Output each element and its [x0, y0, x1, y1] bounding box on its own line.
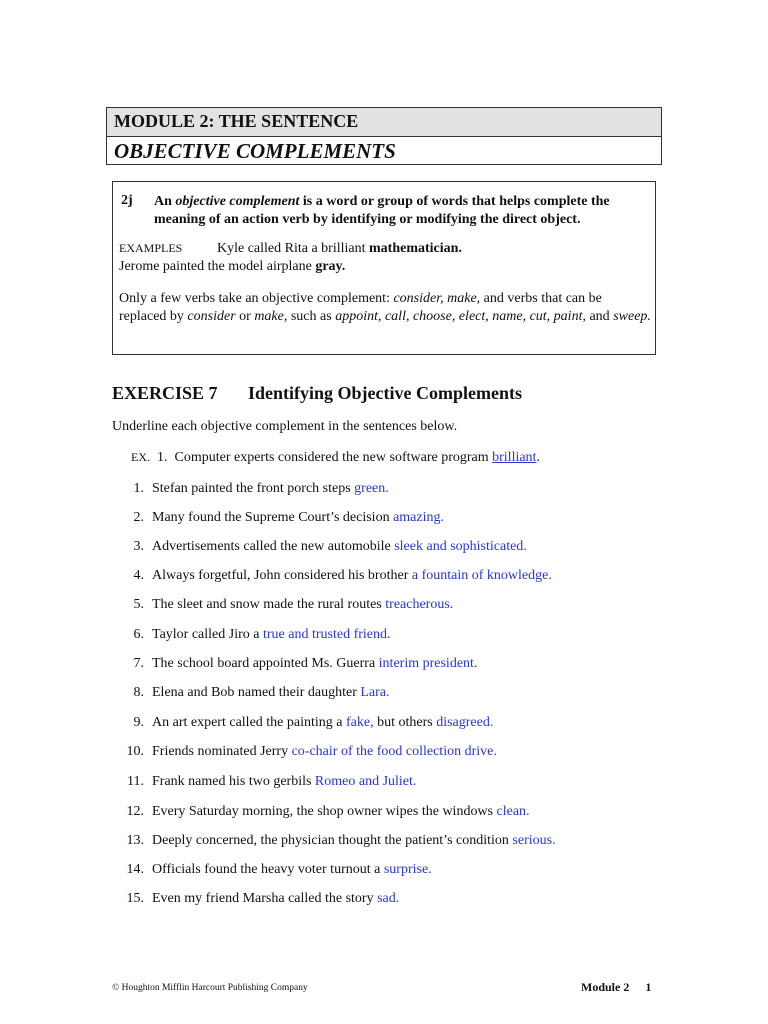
exercise-title: Identifying Objective Complements	[248, 383, 522, 403]
item-text: Every Saturday morning, the shop owner wipes the windows	[152, 804, 497, 819]
item-number: 3.	[133, 539, 144, 554]
item-answer: co-chair of the food collection drive.	[291, 744, 497, 759]
note-verb: make	[254, 309, 284, 324]
list-item	[112, 891, 632, 907]
item-text: Officials found the heavy voter turnout a	[152, 862, 384, 877]
item-text: but others	[373, 715, 437, 730]
item-answer: disagreed.	[436, 715, 494, 730]
item-answer: treacherous.	[385, 597, 454, 612]
example-text: Kyle called Rita a brilliant	[217, 241, 370, 256]
item-text: Elena and Bob named their daughter	[152, 685, 361, 700]
list-item	[112, 833, 632, 849]
item-number: 13.	[126, 833, 144, 848]
example-sentence-1	[217, 241, 462, 257]
note-verb: consider	[187, 309, 236, 324]
item-number: 1.	[133, 481, 144, 496]
page-number: 1	[645, 980, 652, 994]
rule-term: objective complement	[175, 194, 300, 209]
note-text: Only a few verbs take an objective complement:	[119, 291, 394, 306]
item-answer: surprise.	[383, 862, 432, 877]
item-number: 6.	[133, 627, 144, 642]
note-verb: sweep.	[613, 309, 651, 324]
item-text: Advertisements called the new automobile	[152, 539, 395, 554]
item-number: 15.	[126, 891, 144, 906]
example-tag: EX.	[131, 450, 150, 464]
item-answer: amazing.	[393, 510, 444, 525]
item-number: 2.	[133, 510, 144, 525]
list-item	[112, 481, 632, 497]
item-text: The school board appointed Ms. Guerra	[152, 656, 379, 671]
footer-module: Module 2	[581, 980, 630, 994]
list-item	[112, 510, 632, 526]
item-text: Many found the Supreme Court’s decision	[152, 510, 394, 525]
item-number: 10.	[126, 744, 144, 759]
rule-definition	[154, 193, 651, 229]
item-answer: serious.	[512, 833, 556, 848]
list-item	[112, 804, 632, 820]
item-text: Even my friend Marsha called the story	[152, 891, 378, 906]
item-text: Always forgetful, John considered his brother	[152, 568, 412, 583]
list-item	[112, 597, 632, 613]
exercise-number: EXERCISE 7	[112, 383, 218, 403]
list-item	[112, 862, 632, 878]
rule-number: 2j	[121, 193, 133, 208]
topic-title: OBJECTIVE COMPLEMENTS	[114, 139, 396, 163]
list-item	[112, 774, 632, 790]
item-text: Stefan painted the front porch steps	[152, 481, 355, 496]
example-number: 1.	[157, 450, 168, 465]
note-text: , and verbs that can be replaced by	[119, 291, 602, 324]
list-item	[112, 715, 632, 731]
verbs-note	[119, 290, 651, 326]
item-text: Frank named his two gerbils	[152, 774, 315, 789]
item-answer: interim president.	[378, 656, 478, 671]
note-text: or	[235, 309, 255, 324]
note-verbs: appoint, call, choose, elect, name, cut, paint	[335, 309, 583, 324]
example-text: Jerome painted the model airplane	[119, 259, 316, 274]
item-answer: sleek and sophisticated.	[394, 539, 527, 554]
list-item	[112, 656, 632, 672]
item-number: 7.	[133, 656, 144, 671]
item-number: 14.	[126, 862, 144, 877]
example-complement: mathematician.	[369, 241, 462, 256]
item-text: An art expert called the painting a	[152, 715, 346, 730]
example-answer: brilliant	[492, 450, 537, 465]
copyright: © Houghton Mifflin Harcourt Publishing Company	[112, 983, 308, 993]
item-answer: Romeo and Juliet.	[314, 774, 417, 789]
item-answer: clean.	[496, 804, 530, 819]
item-text: The sleet and snow made the rural routes	[152, 597, 386, 612]
item-text: Taylor called Jiro a	[152, 627, 263, 642]
item-number: 8.	[133, 685, 144, 700]
exercise-heading	[112, 383, 522, 404]
item-text: Deeply concerned, the physician thought the patient’s condition	[152, 833, 513, 848]
example-complement: gray.	[315, 259, 346, 274]
item-number: 12.	[126, 804, 144, 819]
example-sentence-2	[119, 259, 345, 275]
list-item	[112, 627, 632, 643]
item-answer: green.	[354, 481, 389, 496]
item-answer: Lara.	[360, 685, 390, 700]
rule-text-part: is a word or group of words that helps complete the meaning of an action verb by identifying or modifying the direct object.	[154, 194, 610, 227]
item-answer: a fountain of knowledge.	[411, 568, 552, 583]
item-number: 5.	[133, 597, 144, 612]
note-verbs: consider, make	[393, 291, 477, 306]
item-answer: sad.	[377, 891, 400, 906]
item-text: Friends nominated Jerry	[152, 744, 292, 759]
module-title: MODULE 2: THE SENTENCE	[107, 108, 661, 137]
item-answer: fake,	[345, 715, 374, 730]
rule-text-part: An	[154, 194, 176, 209]
exercise-example	[131, 450, 540, 466]
note-text: , and	[582, 309, 614, 324]
item-number: 4.	[133, 568, 144, 583]
rule-box	[112, 181, 656, 355]
module-header	[106, 107, 662, 165]
example-end: .	[536, 450, 540, 465]
example-line-1	[119, 241, 462, 257]
item-number: 11.	[127, 774, 144, 789]
page-footer	[581, 980, 651, 995]
item-number: 9.	[133, 715, 144, 730]
list-item	[112, 685, 632, 701]
exercise-instructions: Underline each objective complement in the sentences below.	[112, 419, 458, 434]
list-item	[112, 539, 632, 555]
note-text: , such as	[283, 309, 336, 324]
examples-label: EXAMPLES	[119, 241, 183, 255]
list-item	[112, 744, 632, 760]
example-text: Computer experts considered the new software program	[174, 450, 493, 465]
item-answer: true and trusted friend.	[262, 627, 391, 642]
list-item	[112, 568, 632, 584]
